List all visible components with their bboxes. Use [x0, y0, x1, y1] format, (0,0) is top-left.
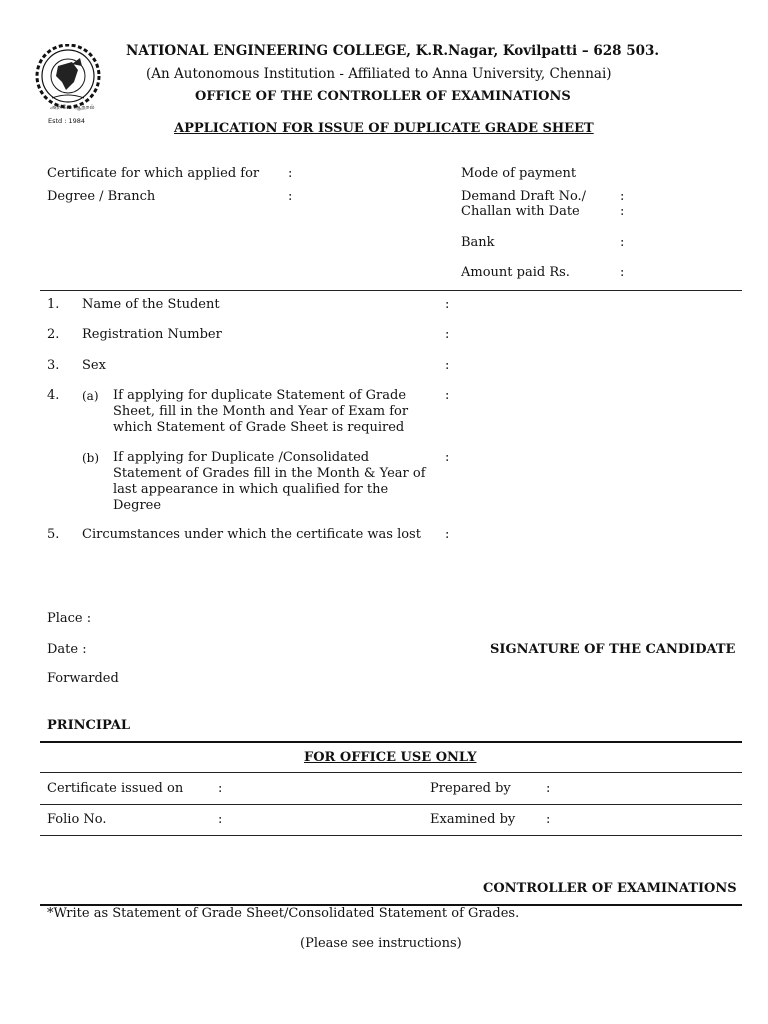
divider: [40, 835, 742, 836]
item-number: 5.: [47, 527, 60, 542]
divider: [40, 804, 742, 805]
certificate-applied-label: Certificate for which applied for: [47, 166, 260, 181]
divider: [40, 290, 742, 291]
student-name-label: Name of the Student: [82, 297, 220, 312]
amount-label: Amount paid Rs.: [461, 265, 570, 280]
college-logo: [32, 44, 104, 128]
item-number: 3.: [47, 358, 60, 373]
challan-colon: :: [620, 204, 625, 219]
divider: [40, 741, 742, 743]
circumstances-label: Circumstances under which the certificate was lost: [82, 527, 421, 542]
bank-colon: :: [620, 235, 625, 250]
office-use-title: FOR OFFICE USE ONLY: [304, 750, 477, 765]
forwarded-label: Forwarded: [47, 671, 119, 686]
principal-label: PRINCIPAL: [47, 718, 131, 733]
college-name: NATIONAL ENGINEERING COLLEGE, K.R.Nagar, Kovilpatti – 628 503.: [126, 43, 660, 59]
place-label: Place :: [47, 611, 92, 626]
folio-colon: :: [218, 812, 223, 827]
certificate-applied-colon: :: [288, 166, 293, 181]
item-number: 1.: [47, 297, 60, 312]
certificate-issued-label: Certificate issued on: [47, 781, 184, 796]
subitem-label: (a): [82, 389, 99, 403]
folio-label: Folio No.: [47, 812, 107, 827]
logo-motto: அறிவே ஆற்றல்: [50, 104, 95, 111]
footnote: *Write as Statement of Grade Sheet/Consolidated Statement of Grades.: [47, 906, 520, 921]
item-colon: :: [445, 527, 450, 542]
consolidated-statement-text: If applying for Duplicate /Consolidated Statement of Grades fill in the Month & Year of last appearance in which qualified for the Degree: [113, 450, 426, 513]
date-label: Date :: [47, 642, 87, 657]
item-colon: :: [445, 358, 450, 373]
demand-draft-colon: :: [620, 189, 625, 204]
item-colon: :: [445, 450, 450, 465]
bank-label: Bank: [461, 235, 495, 250]
challan-label: Challan with Date: [461, 204, 580, 219]
instructions-note: (Please see instructions): [300, 936, 462, 951]
divider: [40, 772, 742, 773]
affiliation: (An Autonomous Institution - Affiliated to Anna University, Chennai): [146, 66, 612, 82]
item-colon: :: [445, 388, 450, 403]
logo-estd: Estd : 1984: [48, 117, 86, 125]
demand-draft-label: Demand Draft No./: [461, 189, 587, 204]
degree-branch-label: Degree / Branch: [47, 189, 156, 204]
prepared-by-label: Prepared by: [430, 781, 511, 796]
prepared-by-colon: :: [546, 781, 551, 796]
degree-branch-colon: :: [288, 189, 293, 204]
examined-by-label: Examined by: [430, 812, 516, 827]
item-number: 4.: [47, 388, 60, 403]
candidate-signature: SIGNATURE OF THE CANDIDATE: [490, 642, 736, 657]
subitem-label: (b): [82, 451, 100, 465]
sex-label: Sex: [82, 358, 106, 373]
item-colon: :: [445, 327, 450, 342]
controller-signature: CONTROLLER OF EXAMINATIONS: [483, 881, 737, 896]
amount-colon: :: [620, 265, 625, 280]
payment-mode-label: Mode of payment: [461, 166, 577, 181]
form-title: APPLICATION FOR ISSUE OF DUPLICATE GRADE SHEET: [174, 121, 594, 136]
duplicate-statement-text: If applying for duplicate Statement of Grade Sheet, fill in the Month and Year of Exam for which Statement of Grade Sheet is required: [113, 388, 409, 435]
item-colon: :: [445, 297, 450, 312]
office-title: OFFICE OF THE CONTROLLER OF EXAMINATIONS: [195, 89, 571, 104]
certificate-issued-colon: :: [218, 781, 223, 796]
item-number: 2.: [47, 327, 60, 342]
examined-by-colon: :: [546, 812, 551, 827]
registration-number-label: Registration Number: [82, 327, 222, 342]
